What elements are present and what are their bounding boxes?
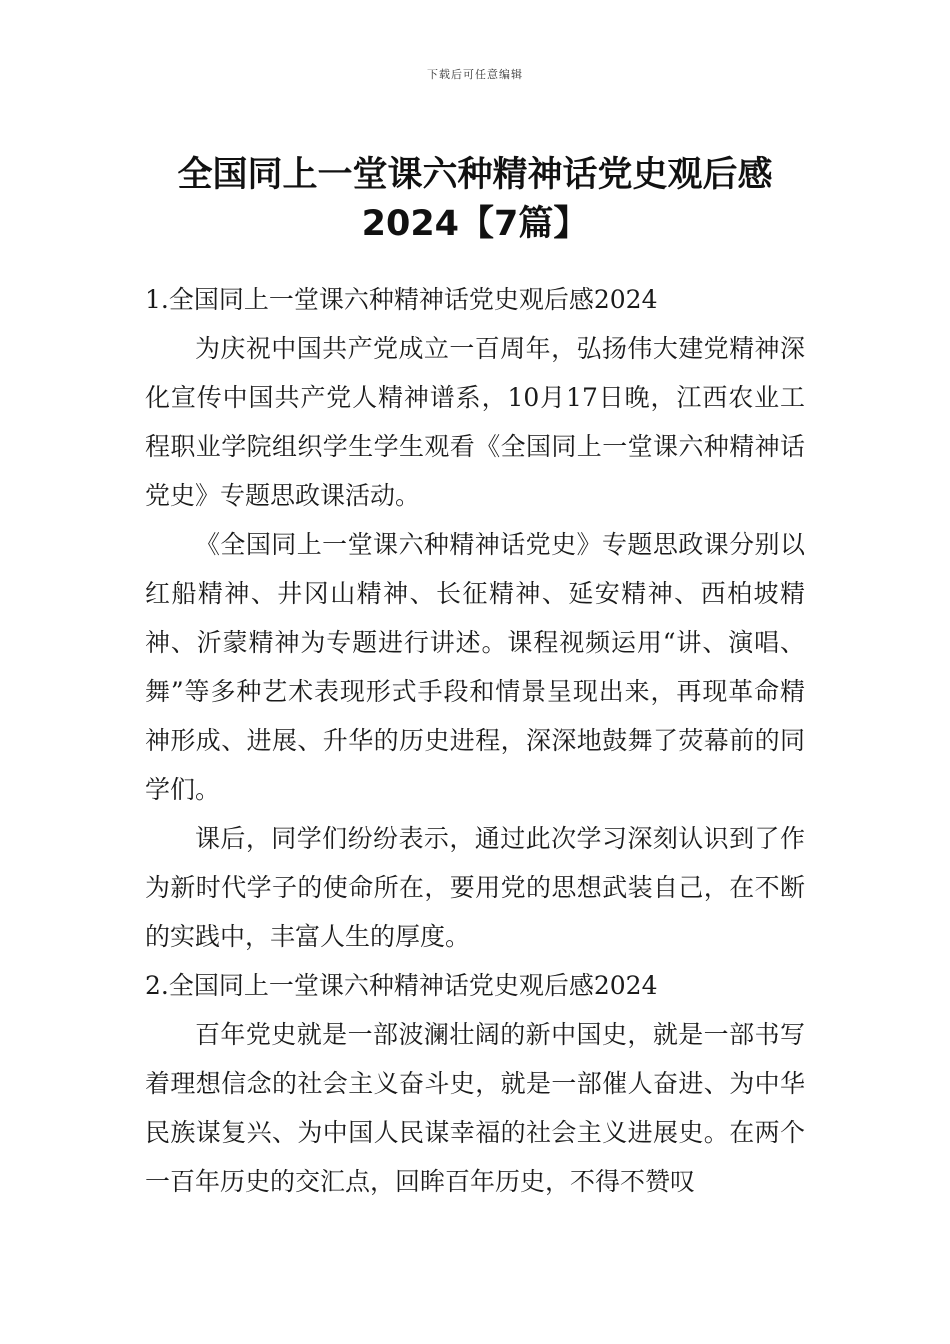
title-line-1: 全国同上一堂课六种精神话党史观后感 (177, 155, 773, 196)
document-body (145, 275, 805, 1206)
header-note: 下载后可任意编辑 (427, 68, 523, 81)
section-heading-2: 2.全国同上一堂课六种精神话党史观后感2024 (145, 971, 658, 1000)
document-title (100, 151, 850, 249)
title-line-2: 2024【7篇】 (361, 204, 589, 245)
section-2-paragraph-1: 百年党史就是一部波澜壮阔的新中国史，就是一部书写着理想信念的社会主义奋斗史，就是一部催人奋进、为中华民族谋复兴、为中国人民谋幸福的社会主义进展史。在两个一百年历史的交汇点，回眸百年历史，不得不赞叹 (145, 1020, 805, 1196)
section-1-paragraph-1: 为庆祝中国共产党成立一百周年，弘扬伟大建党精神深化宣传中国共产党人精神谱系，10月17日晚，江西农业工程职业学院组织学生学生观看《全国同上一堂课六种精神话党史》专题思政课活动。 (145, 334, 805, 510)
section-1-paragraph-3: 课后，同学们纷纷表示，通过此次学习深刻认识到了作为新时代学子的使命所在，要用党的思想武装自己，在不断的实践中，丰富人生的厚度。 (145, 824, 805, 951)
section-heading-1: 1.全国同上一堂课六种精神话党史观后感2024 (145, 285, 658, 314)
section-1-paragraph-2: 《全国同上一堂课六种精神话党史》专题思政课分别以红船精神、井冈山精神、长征精神、延安精神、西柏坡精神、沂蒙精神为专题进行讲述。课程视频运用“讲、演唱、舞”等多种艺术表现形式手段和情景呈现出来，再现革命精神形成、进展、升华的历史进程，深深地鼓舞了荧幕前的同学们。 (145, 530, 805, 804)
